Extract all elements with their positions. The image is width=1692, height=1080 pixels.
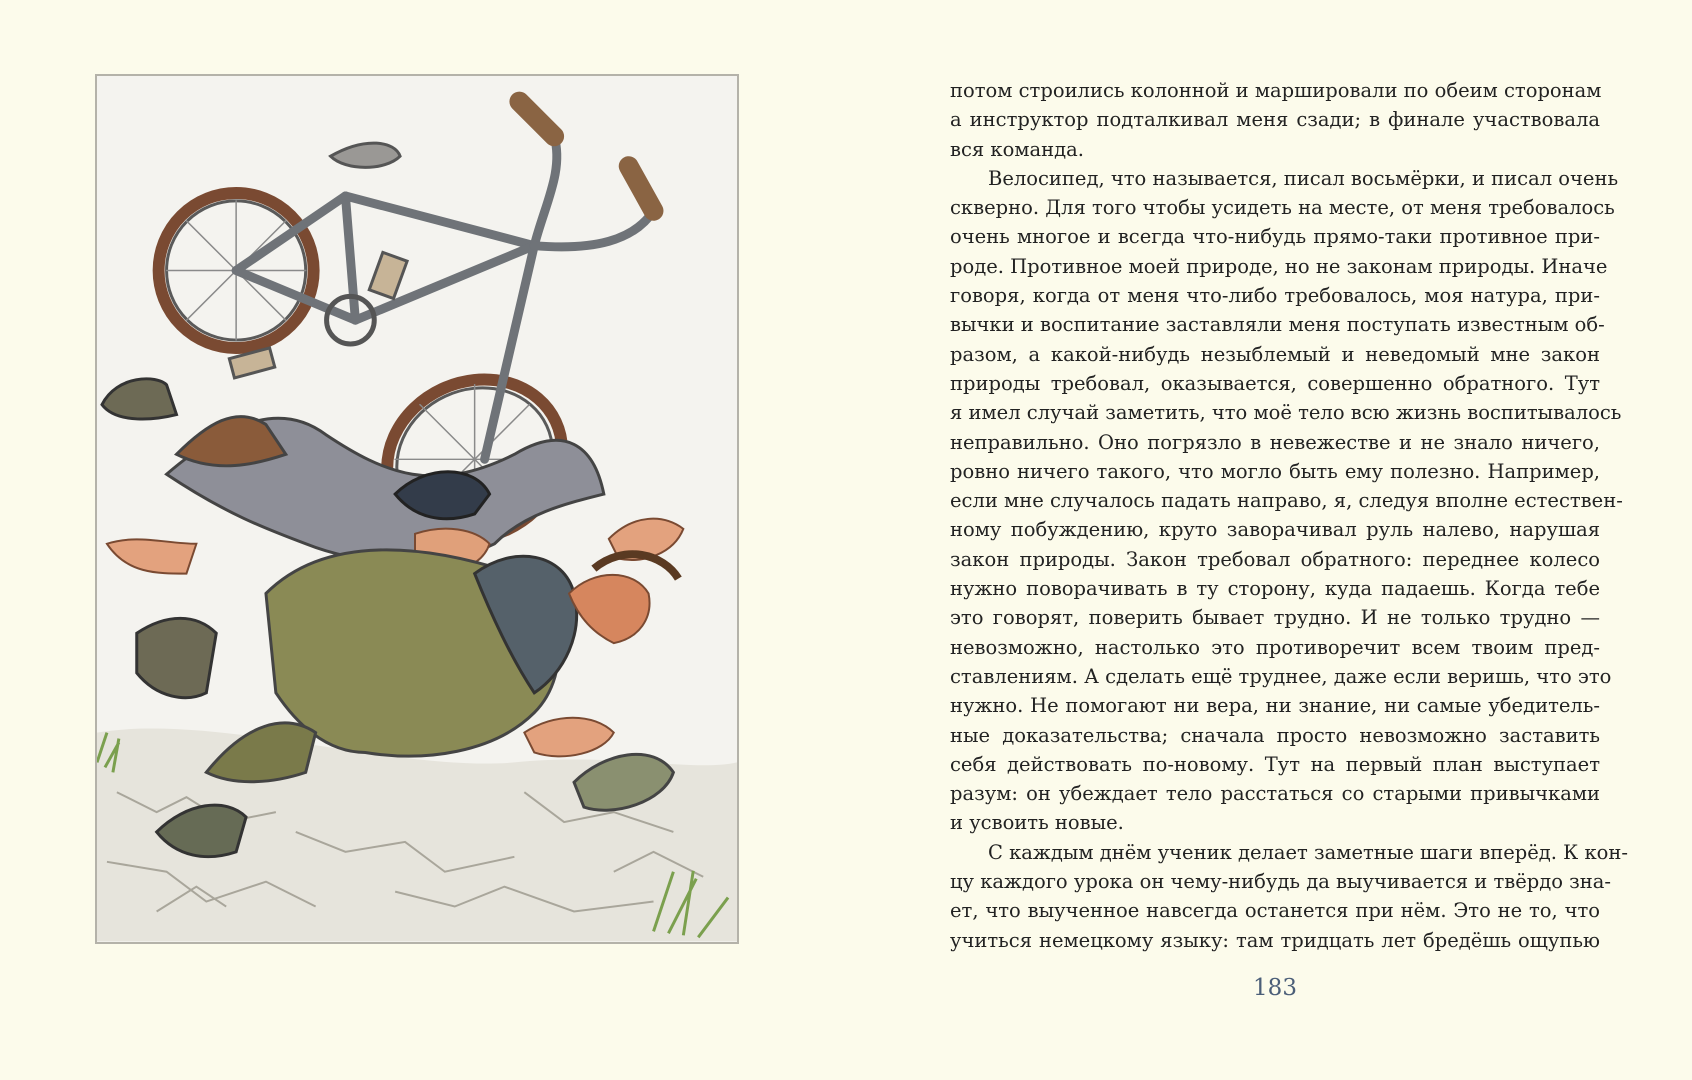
text-line: если мне случалось падать направо, я, следуя вполне естествен- <box>950 489 1623 513</box>
illustration <box>95 74 739 944</box>
text-line: разом, а какой-нибудь незыблемый и неведомый мне закон <box>950 342 1600 366</box>
text-line: нужно поворачивать в ту сторону, куда падаешь. Когда тебе <box>950 577 1600 601</box>
text-line: вся команда. <box>950 137 1084 161</box>
text-line: С каждым днём ученик делает заметные шаги вперёд. К кон- <box>988 840 1628 864</box>
text-line: нужно. Не помогают ни вера, ни знание, ни самые убедитель- <box>950 694 1600 718</box>
text-line: ные доказательства; сначала просто невозможно заставить <box>950 723 1600 747</box>
text-line: вычки и воспитание заставляли меня поступать известным об- <box>950 313 1605 337</box>
text-line: Велосипед, что называется, писал восьмёрки, и писал очень <box>988 166 1619 190</box>
text-line: а инструктор подталкивал меня сзади; в финале участвовала <box>950 108 1600 132</box>
text-line: роде. Противное моей природе, но не законам природы. Иначе <box>950 254 1608 278</box>
text-line: очень многое и всегда что-нибудь прямо-таки противное при- <box>950 225 1600 249</box>
text-line: учиться немецкому языку: там тридцать лет бредёшь ощупью <box>950 928 1600 952</box>
cyclist-falling-illustration-icon <box>97 76 737 942</box>
text-line: ет, что выученное навсегда останется при нём. Это не то, что <box>950 899 1600 923</box>
text-line: потом строились колонной и маршировали по обеим сторонам <box>950 79 1602 102</box>
text-line: ному побуждению, круто заворачивал руль налево, нарушая <box>950 518 1600 542</box>
text-line: и усвоить новые. <box>950 811 1124 835</box>
text-line: разум: он убеждает тело расстаться со старыми привычками <box>950 782 1600 806</box>
text-line: ровно ничего такого, что могло быть ему полезно. Например, <box>950 459 1600 483</box>
text-line: я имел случай заметить, что моё тело всю жизнь воспитывалось <box>950 401 1622 425</box>
text-line: это говорят, поверить бывает трудно. И не только трудно — <box>950 606 1600 630</box>
text-line: закон природы. Закон требовал обратного: переднее колесо <box>950 547 1600 571</box>
text-line: невозможно, настолько это противоречит всем твоим пред- <box>950 635 1600 659</box>
text-line: говоря, когда от меня что-либо требовалось, моя натура, при- <box>950 284 1600 308</box>
page-number: 183 <box>1253 975 1297 1001</box>
text-line: себя действовать по-новому. Тут на первый план выступает <box>950 752 1600 776</box>
text-line: неправильно. Оно погрязло в невежестве и не знало ничего, <box>950 430 1600 454</box>
text-line: природы требовал, оказывается, совершенно обратного. Тут <box>950 371 1600 395</box>
text-column <box>950 76 1628 955</box>
text-line: скверно. Для того чтобы усидеть на месте, от меня требовалось <box>950 196 1615 220</box>
text-line: цу каждого урока он чему-нибудь да выучивается и твёрдо зна- <box>950 870 1612 894</box>
text-line: ставлениям. А сделать ещё труднее, даже если веришь, что это <box>950 664 1612 688</box>
